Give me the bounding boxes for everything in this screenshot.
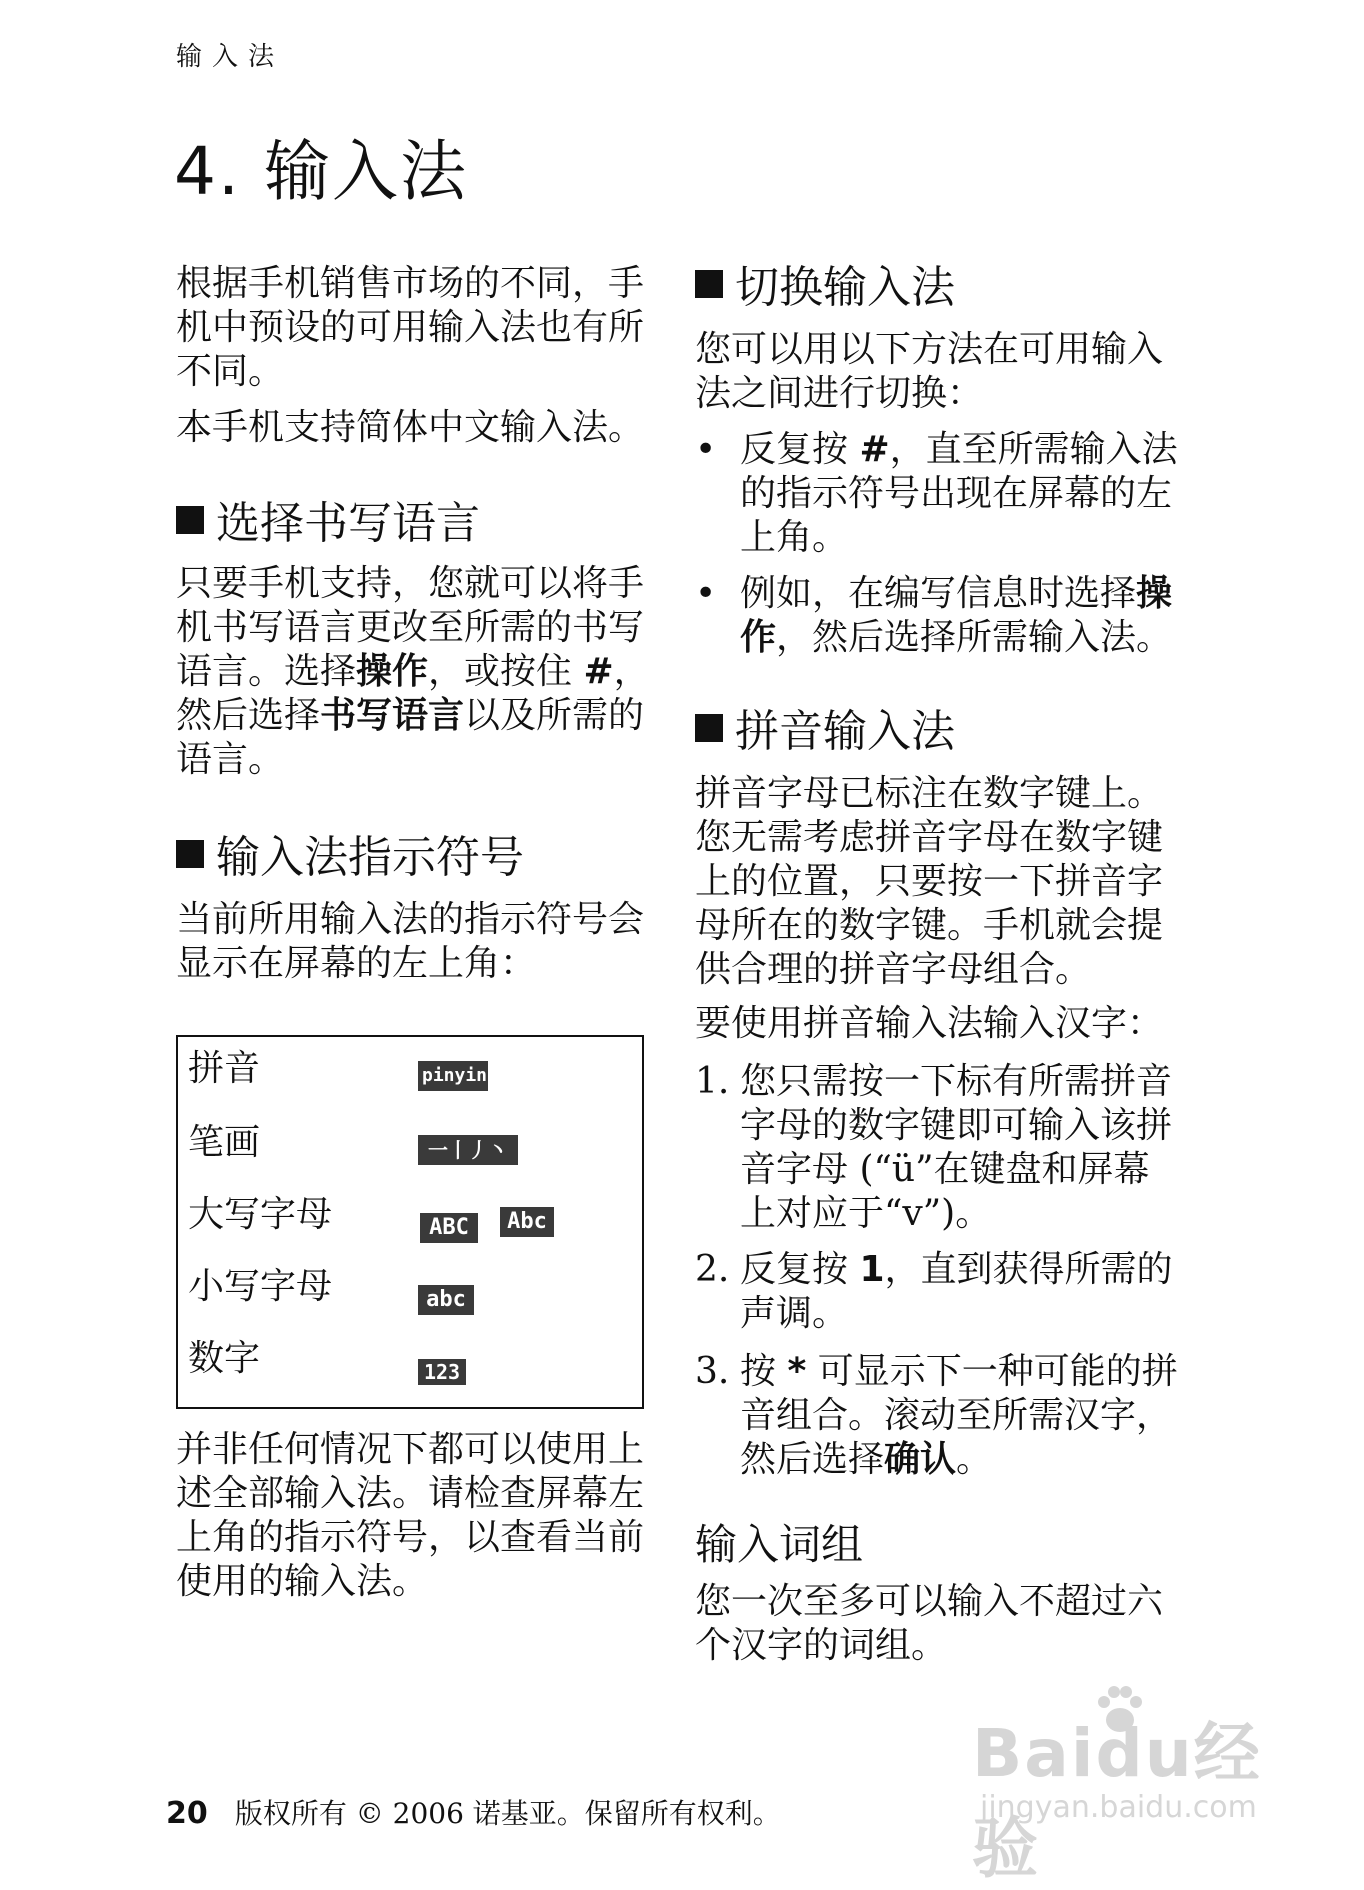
- phrases-paragraph: 您一次至多可以输入不超过六个汉字的词组。: [695, 1581, 1164, 1666]
- text-run: ，然后选择: [176, 651, 650, 736]
- menu-term-confirm: 确认: [884, 1439, 957, 1480]
- indicator-row: [188, 1337, 638, 1387]
- text-run: 反复按: [740, 1249, 860, 1290]
- section-heading-writing-language: [176, 498, 480, 550]
- step-item: [695, 1060, 1185, 1236]
- section-heading-switch: [695, 262, 955, 314]
- step-number: 1.: [695, 1061, 730, 1102]
- square-bullet-icon: [695, 714, 723, 742]
- indicator-label: 数字: [188, 1338, 261, 1379]
- pinyin-paragraph: 拼音字母已标注在数字键上。您无需考虑拼音字母在数字键上的位置，只要按一下拼音字母所在的数字键。手机就会提供合理的拼音字母组合。: [695, 773, 1164, 990]
- menu-term-options: 操作: [740, 573, 1173, 658]
- indicator-label: 小写字母: [188, 1266, 333, 1307]
- bullet-mark: •: [695, 429, 717, 470]
- sentence-case-indicator-icon: Abc: [500, 1207, 554, 1237]
- section-heading-indicator: [176, 832, 524, 884]
- indicator-row: [188, 1047, 638, 1097]
- watermark-url: jingyan.baidu.com: [980, 1790, 1257, 1825]
- bullet-mark: •: [695, 573, 717, 614]
- indicator-row: [188, 1265, 638, 1315]
- bullet-item: [695, 572, 1185, 660]
- watermark: [972, 1680, 1312, 1887]
- key-hash: #: [583, 651, 614, 692]
- step-number: 2.: [695, 1249, 730, 1290]
- number-indicator-icon: 123: [418, 1359, 466, 1385]
- text-run: 例如，在编写信息时选择: [740, 573, 1137, 614]
- indicator-row: [188, 1121, 638, 1192]
- writing-language-paragraph: [176, 562, 666, 782]
- intro-paragraph: 根据手机销售市场的不同，手机中预设的可用输入法也有所不同。: [176, 263, 645, 392]
- pinyin-indicator-icon: pinyin: [418, 1061, 488, 1091]
- bullet-item: [695, 428, 1185, 560]
- key-one: 1: [859, 1249, 885, 1290]
- stroke-indicator-icon: 一丨丿丶ㄱ: [418, 1135, 518, 1165]
- copyright-notice: 版权所有 © 2006 诺基亚。保留所有权利。: [234, 1797, 781, 1830]
- step-item: [695, 1248, 1185, 1336]
- availability-paragraph: 并非任何情况下都可以使用上述全部输入法。请检查屏幕左上角的指示符号，以查看当前使用的输入法。: [176, 1429, 645, 1602]
- uppercase-indicator-icon: ABC: [420, 1213, 478, 1243]
- menu-term-options: 操作: [356, 651, 429, 692]
- text-run: 只要手机支持，您就可以将手机书写语言更改至所需的书写语言。选择: [176, 563, 645, 692]
- section-heading-phrases: 输入词组: [695, 1520, 864, 1569]
- section-heading-text: 选择书写语言: [216, 498, 480, 549]
- section-heading-text: 切换输入法: [735, 262, 955, 313]
- text-run: 可显示下一种可能的拼音组合。滚动至所需汉字，然后选择: [740, 1351, 1178, 1480]
- lowercase-indicator-icon: abc: [418, 1285, 474, 1315]
- key-star: *: [787, 1351, 807, 1392]
- text-run: ，然后选择所需输入法。: [776, 617, 1173, 658]
- running-header: 输入法: [176, 42, 285, 72]
- chapter-title: 4. 输入法: [174, 133, 468, 210]
- page-number: 20: [166, 1796, 208, 1831]
- text-run: 反复按: [740, 429, 860, 470]
- indicator-table: [176, 1035, 644, 1409]
- section-heading-pinyin: [695, 706, 955, 758]
- section-heading-text: 输入法指示符号: [216, 832, 524, 883]
- indicator-label: 大写字母: [188, 1194, 333, 1235]
- indicator-label: 拼音: [188, 1048, 261, 1089]
- text-run: ，直至所需输入法的指示符号出现在屏幕的左上角。: [740, 429, 1178, 558]
- text-run: 按: [740, 1351, 788, 1392]
- indicator-paragraph: 当前所用输入法的指示符号会显示在屏幕的左上角：: [176, 899, 645, 984]
- pinyin-howto-paragraph: 要使用拼音输入法输入汉字：: [695, 1003, 1164, 1044]
- text-run: ，直到获得所需的声调。: [740, 1249, 1173, 1334]
- step-item: [695, 1350, 1185, 1482]
- text-run: 以及所需的语言。: [176, 695, 645, 780]
- step-text: 您只需按一下标有所需拼音字母的数字键即可输入该拼音字母 (“ü”在键盘和屏幕上对应于“v”)。: [740, 1061, 1173, 1234]
- step-number: 3.: [695, 1351, 730, 1392]
- square-bullet-icon: [695, 270, 723, 298]
- section-heading-text: 拼音输入法: [735, 706, 955, 757]
- indicator-label: 笔画: [188, 1122, 261, 1163]
- menu-term-writing-language: 书写语言: [320, 695, 465, 736]
- text-run: ，或按住: [428, 651, 584, 692]
- page-footer: [166, 1792, 781, 1832]
- switch-paragraph: 您可以用以下方法在可用输入法之间进行切换：: [695, 329, 1164, 414]
- support-paragraph: 本手机支持简体中文输入法。: [176, 407, 645, 448]
- square-bullet-icon: [176, 506, 204, 534]
- indicator-row: [188, 1193, 638, 1243]
- key-hash: #: [859, 429, 890, 470]
- square-bullet-icon: [176, 840, 204, 868]
- text-run: 。: [956, 1439, 993, 1480]
- watermark-logo: Baidu经验: [972, 1715, 1262, 1887]
